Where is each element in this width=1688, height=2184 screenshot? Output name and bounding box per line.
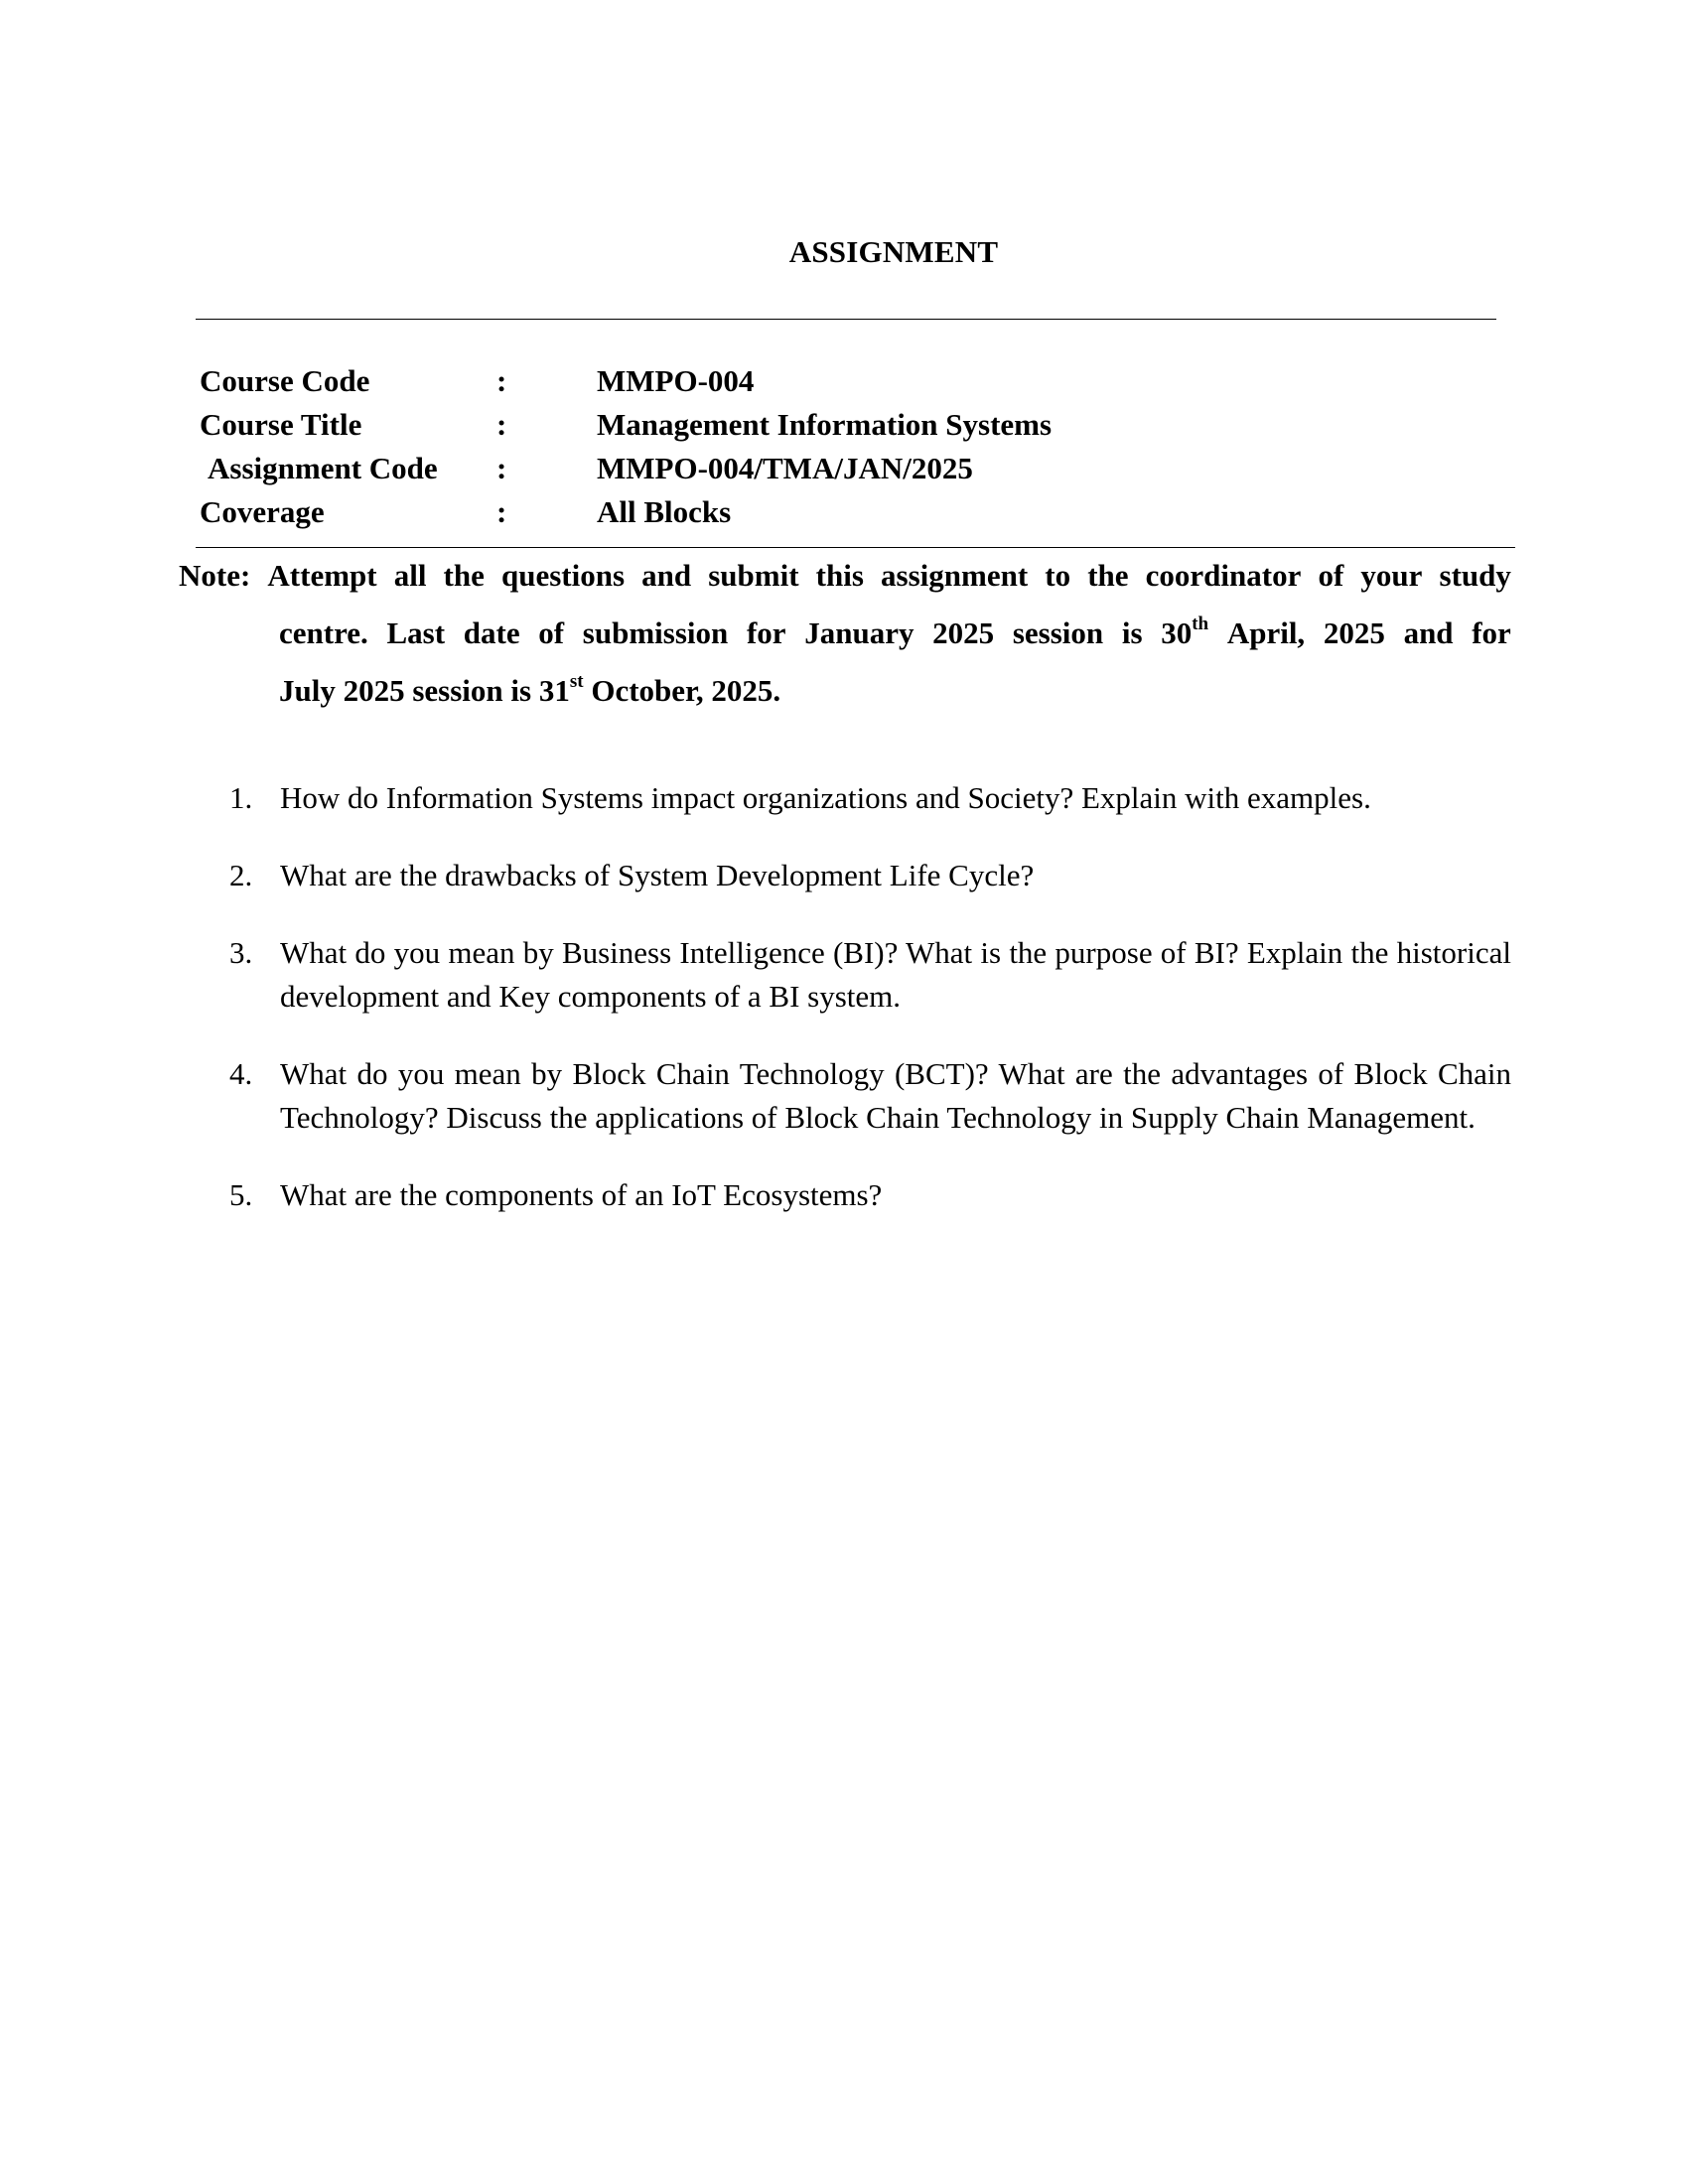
question-number: 5. xyxy=(229,1177,253,1212)
note-word: submit xyxy=(708,558,799,593)
question-text: What do you mean by Business Intelligence (BI)? What is the purpose of BI? Explain the historical development and Key components of a BI system. xyxy=(280,935,1511,1014)
note-word: is xyxy=(1121,615,1143,650)
note-word: Note: xyxy=(179,558,251,593)
meta-label: Course Code xyxy=(200,363,370,398)
note-word: coordinator xyxy=(1145,558,1302,593)
note-line3-sup: st xyxy=(569,670,584,692)
note-word: submission xyxy=(582,615,729,650)
note-word: your xyxy=(1360,558,1423,593)
question-item xyxy=(0,776,1688,820)
note-word: April, xyxy=(1226,615,1306,650)
question-number: 4. xyxy=(229,1056,253,1091)
note-word: Last xyxy=(386,615,446,650)
note-line-2 xyxy=(279,605,1511,662)
meta-colon: : xyxy=(496,363,507,398)
note-word: 2025 xyxy=(1323,615,1385,650)
meta-label: Coverage xyxy=(200,494,325,529)
question-item xyxy=(0,931,1688,1019)
note-line-3 xyxy=(279,662,1511,720)
note-word: and xyxy=(1403,615,1454,650)
note-word: centre. xyxy=(279,615,368,650)
note-word: Attempt xyxy=(267,558,377,593)
meta-row-assignment-code xyxy=(0,451,1688,494)
note-word: to xyxy=(1045,558,1071,593)
meta-value: MMPO-004/TMA/JAN/2025 xyxy=(597,451,973,485)
note-word: all xyxy=(393,558,427,593)
meta-label: Course Title xyxy=(200,407,362,442)
question-text: What are the components of an IoT Ecosystems? xyxy=(280,1177,883,1212)
meta-row-course-code xyxy=(0,363,1688,407)
question-number: 2. xyxy=(229,858,253,892)
note-line3-post: October, 2025. xyxy=(583,673,781,708)
note-word: assignment xyxy=(881,558,1029,593)
question-text: What do you mean by Block Chain Technology (BCT)? What are the advantages of Block Chain Technology? Discuss the applications of Block Chain Technology in Supply Chain Management. xyxy=(280,1056,1511,1135)
note-word: questions xyxy=(500,558,626,593)
note-line3-pre: July 2025 session is 31 xyxy=(279,673,570,708)
question-item xyxy=(0,854,1688,897)
note-word: the xyxy=(443,558,485,593)
note-word: session xyxy=(1012,615,1104,650)
note-word: the xyxy=(1087,558,1129,593)
question-list xyxy=(0,776,1688,1251)
question-item xyxy=(0,1052,1688,1140)
note-word: of xyxy=(538,615,565,650)
meta-row-course-title xyxy=(0,407,1688,451)
note-word: January xyxy=(804,615,914,650)
meta-value: All Blocks xyxy=(597,494,732,529)
meta-value: MMPO-004 xyxy=(597,363,755,398)
page-title: ASSIGNMENT xyxy=(788,234,999,269)
question-number: 3. xyxy=(229,935,253,970)
meta-colon: : xyxy=(496,451,507,485)
note-word: date xyxy=(463,615,520,650)
note-word: of xyxy=(1318,558,1344,593)
question-text: How do Information Systems impact organizations and Society? Explain with examples. xyxy=(280,780,1371,815)
meta-label: Assignment Code xyxy=(208,451,438,485)
submission-note xyxy=(179,547,1511,720)
meta-row-coverage xyxy=(0,494,1688,538)
note-word: study xyxy=(1439,558,1511,593)
meta-value: Management Information Systems xyxy=(597,407,1053,442)
note-date xyxy=(1161,605,1208,662)
question-text: What are the drawbacks of System Development Life Cycle? xyxy=(280,858,1035,892)
note-word: 2025 xyxy=(932,615,995,650)
meta-colon: : xyxy=(496,494,507,529)
note-date-number: 30 xyxy=(1161,615,1193,650)
meta-colon: : xyxy=(496,407,507,442)
title-divider xyxy=(196,319,1496,320)
question-item xyxy=(0,1173,1688,1217)
note-date-sup: th xyxy=(1192,613,1209,634)
note-line-1 xyxy=(179,547,1511,605)
note-word: for xyxy=(1472,615,1511,650)
note-word: and xyxy=(641,558,692,593)
note-word: this xyxy=(815,558,864,593)
question-number: 1. xyxy=(229,780,253,815)
note-word: for xyxy=(746,615,786,650)
